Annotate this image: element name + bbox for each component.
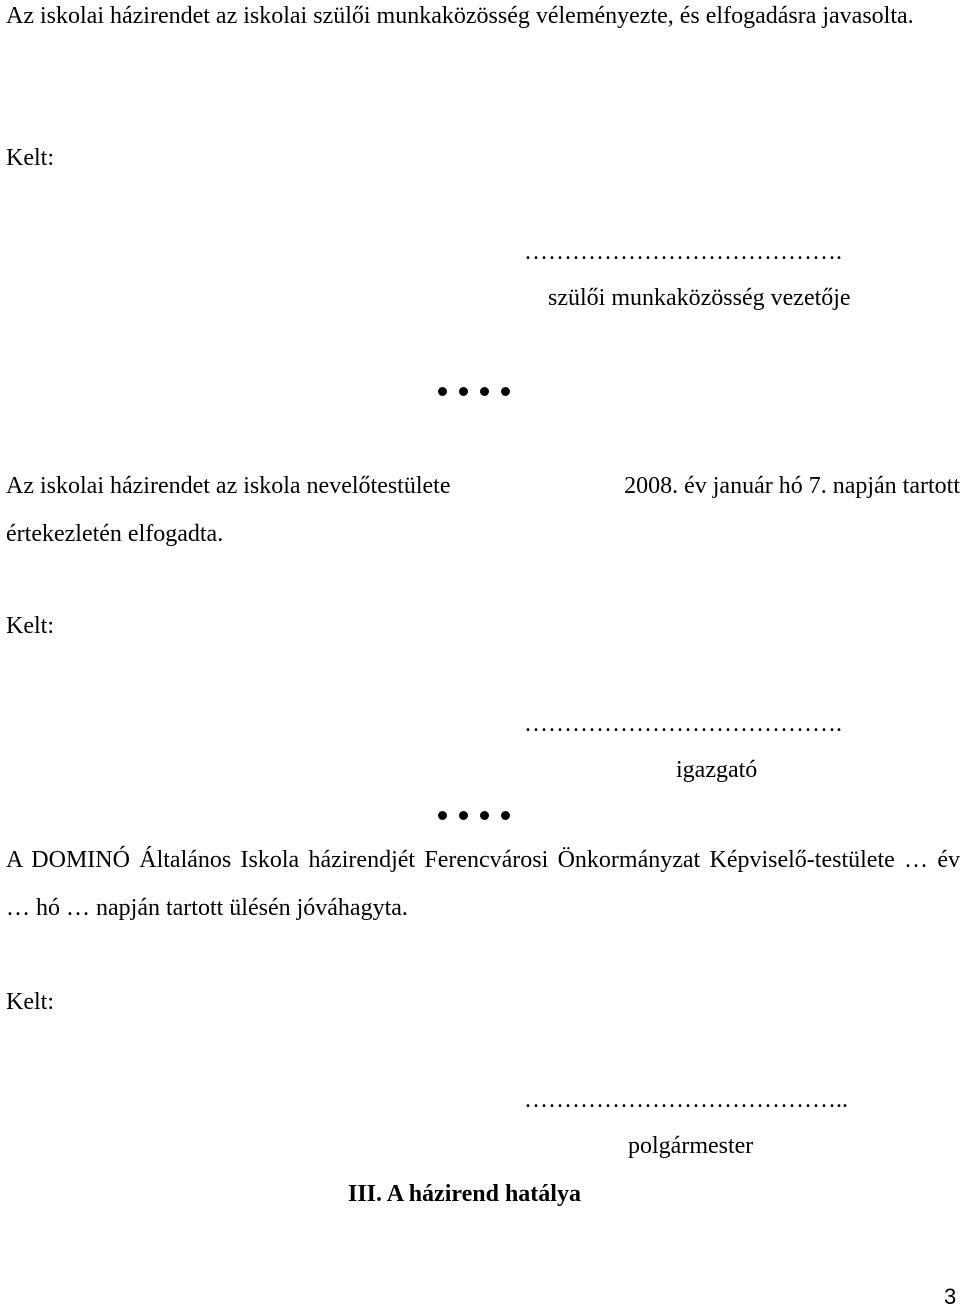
kelt-label-2: Kelt:: [6, 613, 54, 639]
separator-bullets-2: [438, 810, 528, 820]
bullet-dot: [501, 387, 510, 396]
bullet-dot: [501, 811, 510, 820]
page-number: 3: [944, 1284, 957, 1309]
bullet-dot: [459, 811, 468, 820]
signature-line-2: ………………………………….: [524, 711, 842, 737]
signature-role-mayor: polgármester: [628, 1133, 754, 1159]
paragraph-council-approval: A DOMINÓ Általános Iskola házirendjét Ferencvárosi Önkormányzat Képviselő-testülete … év … hó … napján tartott ülésén jóváhagyta.: [6, 847, 960, 921]
signature-line-3: …………………………………..: [524, 1087, 848, 1113]
staff-approval-text-part2: 2008. év január hó 7. napján tartott: [624, 473, 960, 499]
paragraph-staff-approval-line1: [6, 474, 960, 498]
bullet-dot: [438, 387, 447, 396]
signature-line-1: ………………………………….: [524, 239, 842, 265]
paragraph-staff-approval-line2: értekezletén elfogadta.: [6, 521, 224, 547]
bullet-dot: [480, 387, 489, 396]
staff-approval-text-part1: Az iskolai házirendet az iskola nevelőtestülete: [6, 473, 451, 499]
signature-role-principal: igazgató: [676, 757, 758, 783]
paragraph-parent-community-approval: Az iskolai házirendet az iskolai szülői munkaközösség véleményezte, és elfogadásra javasolta.: [6, 3, 914, 29]
section-heading: III. A házirend hatálya: [348, 1181, 581, 1207]
signature-role-parent-leader: szülői munkaközösség vezetője: [548, 285, 851, 311]
separator-bullets-1: [438, 386, 528, 396]
bullet-dot: [480, 811, 489, 820]
kelt-label-1: Kelt:: [6, 145, 54, 171]
bullet-dot: [438, 811, 447, 820]
bullet-dot: [459, 387, 468, 396]
kelt-label-3: Kelt:: [6, 989, 54, 1015]
